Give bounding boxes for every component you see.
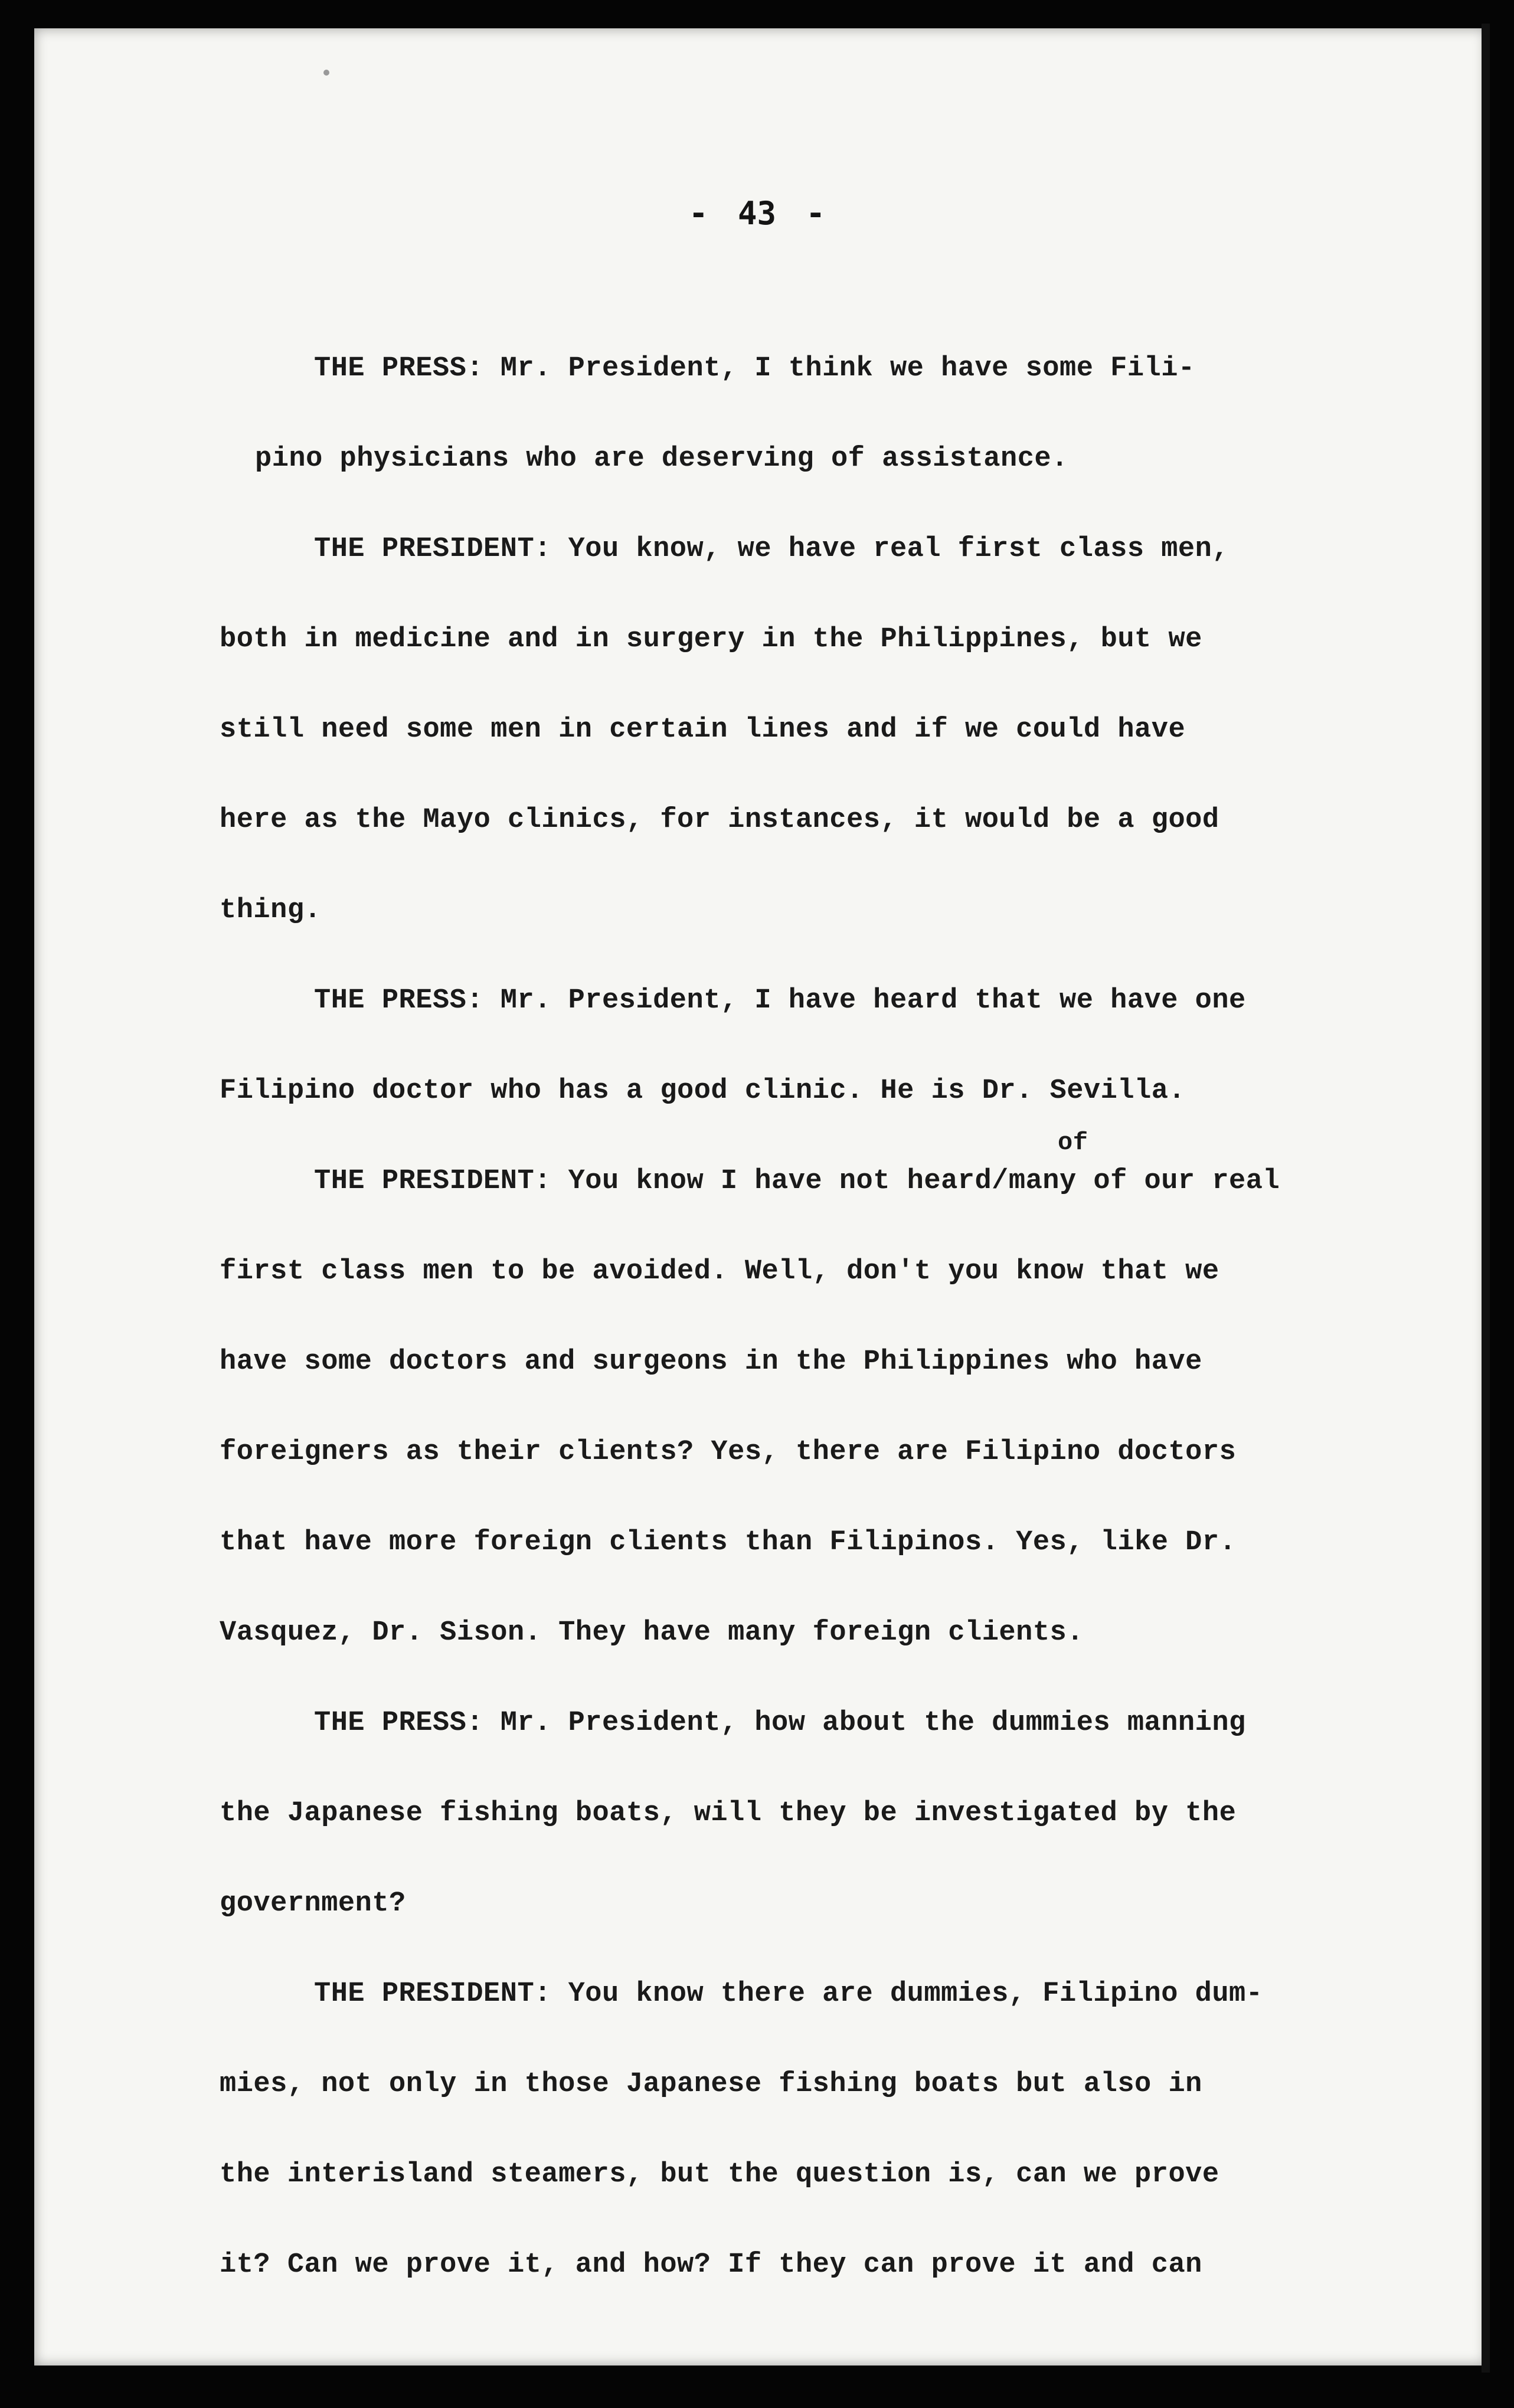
- transcript-line: [220, 1330, 1376, 1420]
- transcript-line-text: here as the Mayo clinics, for instances, it would be a good: [220, 804, 1219, 836]
- transcript-line-text: it? Can we prove it, and how? If they can prove it and can: [220, 2249, 1202, 2281]
- transcript-line-text: still need some men in certain lines and if we could have: [220, 714, 1186, 745]
- transcript-line: [220, 1601, 1376, 1691]
- transcript-line-text: mies, not only in those Japanese fishing boats but also in: [220, 2069, 1202, 2100]
- transcript-line-text: have some doctors and surgeons in the Philippines who have: [220, 1346, 1202, 1378]
- transcript-line-text: pino physicians who are deserving of assistance.: [255, 443, 1068, 475]
- transcript-line-text: the Japanese fishing boats, will they be investigated by the: [220, 1798, 1237, 1829]
- transcript-line: [220, 1872, 1376, 1962]
- transcript-line: [220, 1510, 1376, 1601]
- paper-speck: [323, 70, 329, 76]
- transcript-line: [220, 969, 1376, 1059]
- transcript-line-text: the interisland steamers, but the question is, can we prove: [220, 2159, 1219, 2190]
- transcript-line-text: THE PRESS: Mr. President, I think we have some Fili-: [314, 353, 1195, 384]
- transcript-line: [220, 427, 1376, 517]
- transcript-line-text: Filipino doctor who has a good clinic. He is Dr. Sevilla.: [220, 1075, 1186, 1107]
- page-number-dash-left: -: [688, 195, 708, 232]
- transcript-body: [220, 336, 1376, 2323]
- transcript-line-text: thing.: [220, 895, 322, 926]
- transcript-line: [220, 2052, 1376, 2142]
- transcript-line-text: THE PRESIDENT: You know there are dummies, Filipino dum-: [314, 1978, 1263, 2010]
- transcript-line-text: that have more foreign clients than Filipinos. Yes, like Dr.: [220, 1527, 1237, 1558]
- transcript-line-text: THE PRESS: Mr. President, how about the dummies manning: [314, 1707, 1246, 1739]
- page-number-dash-right: -: [806, 195, 826, 232]
- transcript-line-text: foreigners as their clients? Yes, there are Filipino doctors: [220, 1437, 1237, 1468]
- page-number-value: 43: [737, 195, 777, 232]
- transcript-line: [220, 336, 1376, 427]
- page-number: [0, 195, 1514, 232]
- transcript-line: [220, 788, 1376, 878]
- transcript-line-text: both in medicine and in surgery in the Philippines, but we: [220, 624, 1202, 655]
- transcript-line: [220, 698, 1376, 788]
- transcript-line: [220, 878, 1376, 969]
- transcript-line-text: THE PRESIDENT: You know, we have real first class men,: [314, 534, 1229, 565]
- handwritten-insertion: of: [1058, 1128, 1088, 1157]
- transcript-line: [220, 517, 1376, 607]
- transcript-line-text: Vasquez, Dr. Sison. They have many foreign clients.: [220, 1617, 1084, 1648]
- transcript-line: [220, 607, 1376, 698]
- transcript-line: [220, 2142, 1376, 2233]
- transcript-line-text: government?: [220, 1888, 406, 1919]
- transcript-line: [220, 1239, 1376, 1330]
- transcript-line: [220, 1420, 1376, 1510]
- transcript-line: [220, 1781, 1376, 1872]
- transcript-line: [220, 1128, 1376, 1239]
- transcript-line: [220, 1059, 1376, 1149]
- transcript-line-text: first class men to be avoided. Well, don't you know that we: [220, 1256, 1219, 1287]
- transcript-line: [220, 1962, 1376, 2052]
- transcript-line-text: THE PRESS: Mr. President, I have heard that we have one: [314, 985, 1246, 1016]
- transcript-line: [220, 1691, 1376, 1781]
- page-edge-shadow: [1482, 24, 1490, 2373]
- transcript-line-text: THE PRESIDENT: You know I have not heard/many of our real: [314, 1166, 1280, 1197]
- transcript-line: [220, 2233, 1376, 2323]
